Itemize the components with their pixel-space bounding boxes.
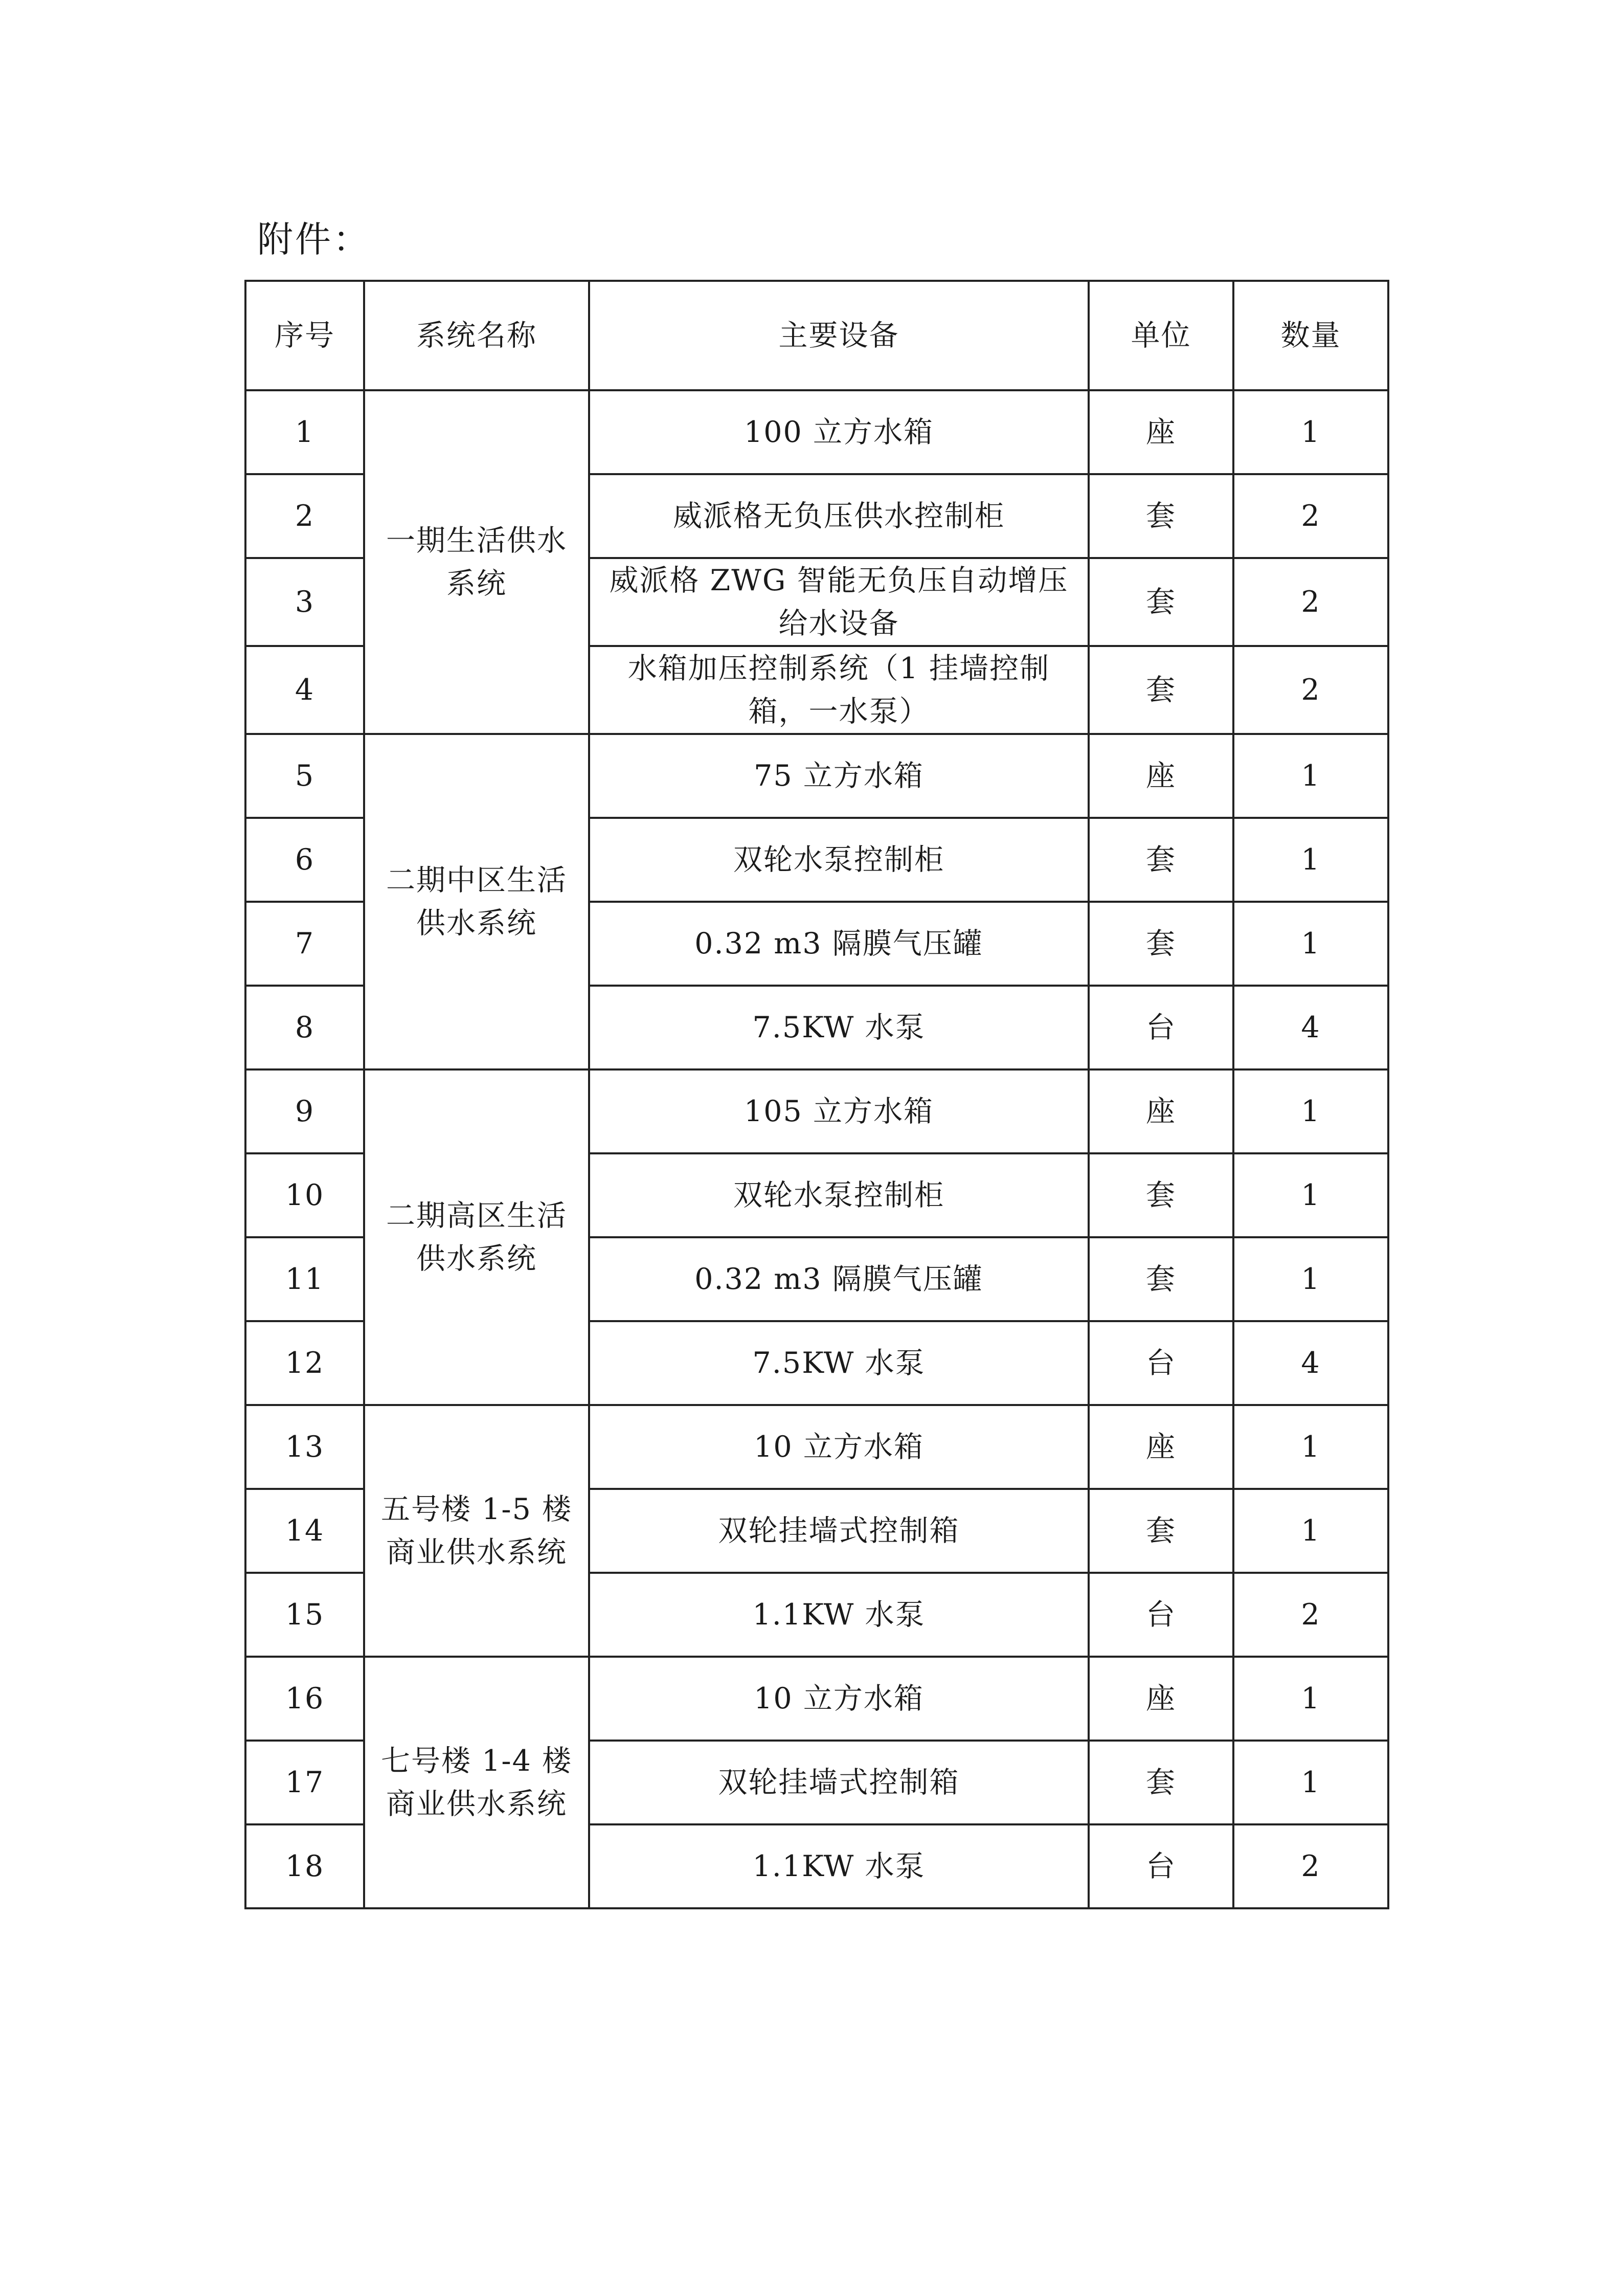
cell-unit: 座	[1089, 1657, 1233, 1741]
cell-main-equipment: 75 立方水箱	[589, 734, 1089, 818]
cell-system-name: 二期中区生活供水系统	[364, 734, 589, 1069]
cell-serial-number: 2	[245, 474, 364, 558]
cell-unit: 台	[1089, 1824, 1233, 1908]
cell-quantity: 2	[1233, 558, 1388, 646]
cell-serial-number: 1	[245, 390, 364, 474]
cell-unit: 套	[1089, 474, 1233, 558]
cell-unit: 套	[1089, 1153, 1233, 1237]
cell-quantity: 1	[1233, 1489, 1388, 1573]
cell-quantity: 4	[1233, 986, 1388, 1069]
cell-serial-number: 8	[245, 986, 364, 1069]
cell-serial-number: 14	[245, 1489, 364, 1573]
header-main-equipment: 主要设备	[589, 281, 1089, 390]
cell-unit: 台	[1089, 986, 1233, 1069]
cell-unit: 套	[1089, 558, 1233, 646]
cell-unit: 套	[1089, 818, 1233, 902]
cell-quantity: 1	[1233, 390, 1388, 474]
cell-serial-number: 4	[245, 646, 364, 734]
cell-unit: 套	[1089, 902, 1233, 986]
cell-main-equipment: 0.32 m3 隔膜气压罐	[589, 1237, 1089, 1321]
cell-serial-number: 15	[245, 1573, 364, 1657]
cell-quantity: 1	[1233, 1153, 1388, 1237]
cell-quantity: 4	[1233, 1321, 1388, 1405]
cell-main-equipment: 0.32 m3 隔膜气压罐	[589, 902, 1089, 986]
cell-unit: 套	[1089, 1741, 1233, 1824]
cell-quantity: 1	[1233, 1405, 1388, 1489]
attachment-heading: 附件：	[257, 218, 371, 260]
cell-unit: 座	[1089, 734, 1233, 818]
cell-main-equipment: 水箱加压控制系统（1 挂墙控制箱，一水泵）	[589, 646, 1089, 734]
table-body	[245, 390, 1388, 1908]
header-system-name: 系统名称	[364, 281, 589, 390]
cell-unit: 套	[1089, 1237, 1233, 1321]
cell-serial-number: 9	[245, 1069, 364, 1153]
cell-main-equipment: 10 立方水箱	[589, 1657, 1089, 1741]
cell-system-name: 七号楼 1-4 楼商业供水系统	[364, 1657, 589, 1908]
cell-system-name: 二期高区生活供水系统	[364, 1069, 589, 1405]
cell-system-name: 一期生活供水系统	[364, 390, 589, 734]
header-serial-number: 序号	[245, 281, 364, 390]
cell-quantity: 1	[1233, 818, 1388, 902]
cell-quantity: 2	[1233, 646, 1388, 734]
table-row	[245, 734, 1388, 818]
cell-main-equipment: 双轮挂墙式控制箱	[589, 1489, 1089, 1573]
cell-unit: 套	[1089, 646, 1233, 734]
cell-serial-number: 17	[245, 1741, 364, 1824]
cell-serial-number: 11	[245, 1237, 364, 1321]
cell-unit: 套	[1089, 1489, 1233, 1573]
cell-quantity: 2	[1233, 474, 1388, 558]
cell-main-equipment: 100 立方水箱	[589, 390, 1089, 474]
cell-serial-number: 12	[245, 1321, 364, 1405]
header-unit: 单位	[1089, 281, 1233, 390]
cell-quantity: 2	[1233, 1824, 1388, 1908]
cell-main-equipment: 双轮水泵控制柜	[589, 818, 1089, 902]
cell-main-equipment: 威派格无负压供水控制柜	[589, 474, 1089, 558]
header-quantity: 数量	[1233, 281, 1388, 390]
cell-unit: 台	[1089, 1321, 1233, 1405]
cell-serial-number: 13	[245, 1405, 364, 1489]
cell-main-equipment: 双轮水泵控制柜	[589, 1153, 1089, 1237]
cell-quantity: 1	[1233, 734, 1388, 818]
cell-main-equipment: 双轮挂墙式控制箱	[589, 1741, 1089, 1824]
table-row	[245, 390, 1388, 474]
cell-unit: 座	[1089, 1405, 1233, 1489]
cell-unit: 座	[1089, 1069, 1233, 1153]
cell-quantity: 1	[1233, 1237, 1388, 1321]
cell-serial-number: 6	[245, 818, 364, 902]
table-header-row	[245, 281, 1388, 390]
cell-main-equipment: 威派格 ZWG 智能无负压自动增压给水设备	[589, 558, 1089, 646]
cell-main-equipment: 10 立方水箱	[589, 1405, 1089, 1489]
cell-quantity: 2	[1233, 1573, 1388, 1657]
cell-serial-number: 18	[245, 1824, 364, 1908]
cell-main-equipment: 105 立方水箱	[589, 1069, 1089, 1153]
table-row	[245, 1657, 1388, 1741]
table-row	[245, 1405, 1388, 1489]
table-row	[245, 1069, 1388, 1153]
equipment-table	[244, 280, 1389, 1909]
cell-serial-number: 5	[245, 734, 364, 818]
cell-serial-number: 3	[245, 558, 364, 646]
cell-quantity: 1	[1233, 1657, 1388, 1741]
cell-main-equipment: 1.1KW 水泵	[589, 1573, 1089, 1657]
cell-serial-number: 16	[245, 1657, 364, 1741]
cell-main-equipment: 7.5KW 水泵	[589, 1321, 1089, 1405]
cell-main-equipment: 1.1KW 水泵	[589, 1824, 1089, 1908]
cell-serial-number: 7	[245, 902, 364, 986]
cell-quantity: 1	[1233, 902, 1388, 986]
cell-quantity: 1	[1233, 1741, 1388, 1824]
cell-serial-number: 10	[245, 1153, 364, 1237]
cell-quantity: 1	[1233, 1069, 1388, 1153]
cell-unit: 台	[1089, 1573, 1233, 1657]
cell-unit: 座	[1089, 390, 1233, 474]
cell-main-equipment: 7.5KW 水泵	[589, 986, 1089, 1069]
cell-system-name: 五号楼 1-5 楼商业供水系统	[364, 1405, 589, 1657]
